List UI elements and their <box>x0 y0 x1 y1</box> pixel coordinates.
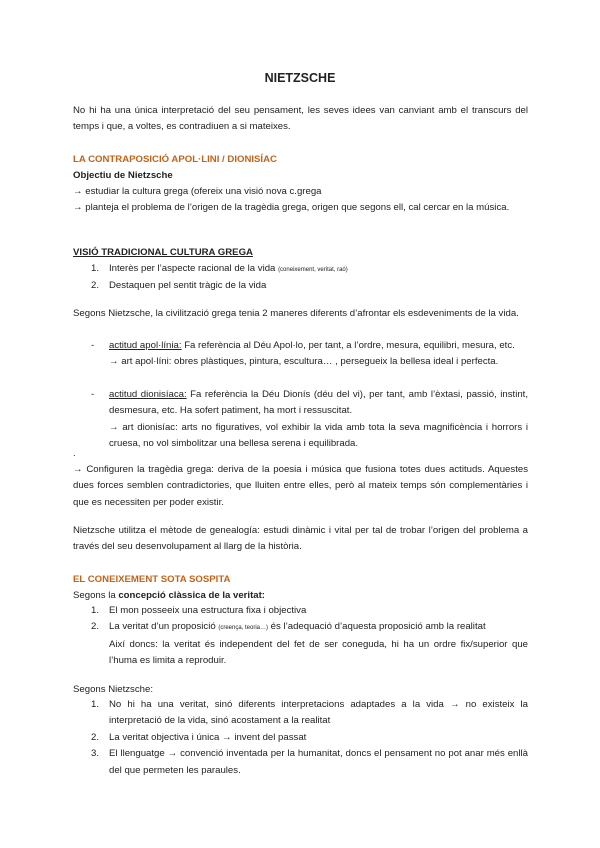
section3-intro: Segons la concepció clàssica de la veritat: <box>73 590 265 601</box>
list-item: 2. La veritat d’un proposició (creença, teoria…) és l’adequació d’aquesta proposició amb la realitat Així doncs: la veritat és independent del fet de ser coneguda, hi ha un ordre fix/superior que l’huma es limita a reproduir. <box>91 621 528 667</box>
dot: . <box>73 448 76 459</box>
dionysian-item: - actitud dionisíaca: Fa referència la Déu Dionís (déu del vi), per tant, amb l’èxtasi, passió, instint, desmesura, etc. Ha sofert patiment, ha mort i ressuscitat. → art dionisíac: arts no figuratives, vol exhibir la vida amb tota la seva magnificència i horrors i cruesa, no vol simbolitzar una bellesa serena i equilibrada. <box>73 387 528 453</box>
classical-truth-list <box>73 603 528 670</box>
section1-subheading: Objectiu de Nietzsche <box>73 170 173 181</box>
section1-heading: LA CONTRAPOSICIÓ APOL·LINI / DIONISÍAC <box>73 154 277 165</box>
section3-heading: EL CONEIXEMENT SOTA SOSPITA <box>73 574 231 585</box>
nietzsche-list <box>73 697 528 779</box>
segons-nietzsche: Segons Nietzsche: <box>73 684 153 695</box>
genealogy-paragraph: Nietzsche utilitza el mètode de genealogía: estudi dinàmic i vital per tal de trobar l’origen del problema a través del seu desenvolupament al llarg de la història. <box>73 525 528 553</box>
list-item: 3. El llenguatge → convenció inventada per la humanitat, doncs el pensament no pot anar més enllà del que permeten les paraules. <box>91 748 528 776</box>
section1-line1: → estudiar la cultura grega (ofereix una visió nova c.grega <box>73 186 322 197</box>
page-title: NIETZSCHE <box>264 71 336 85</box>
section2-heading: VISIÓ TRADICIONAL CULTURA GREGA <box>73 247 253 258</box>
apollonian-item: - actitud apol·línia: Fa referència al Déu Apol·lo, per tant, a l’ordre, mesura, equilibri, mesura, etc. → art apol·líni: obres plàstiques, pintura, escultura… , persegueix la bellesa ideal i perfecta. <box>73 338 528 371</box>
apollonian-arrow: → art apol·líni: obres plàstiques, pintura, escultura… , persegueix la bellesa ideal i perfecta. <box>109 356 499 368</box>
list-item: 1. No hi ha una veritat, sinó diferents interpretacions adaptades a la vida → no existeix la interpretació de la vida, sinó acostament a la realitat <box>91 699 528 727</box>
list-item: 2. Destaquen pel sentit tràgic de la vida <box>91 280 267 292</box>
list-item: 1. El mon posseeix una estructura fixa i objectiva <box>91 605 307 616</box>
dionysian-term: actitud dionisíaca: <box>109 389 187 400</box>
apollonian-term: actitud apol·línia: <box>109 340 182 351</box>
intro-paragraph: No hi ha una única interpretació del seu pensament, les seves idees van canviant amb el transcurs del temps i que, a voltes, es contradiuen a si mateixes. <box>73 105 528 133</box>
list-item: 1. Interès per l’aspecte racional de la vida (coneixement, veritat, raó) <box>91 263 348 274</box>
section2-list <box>73 261 528 295</box>
section1-line2: → planteja el problema de l’origen de la tragèdia grega, origen que segons ell, cal cercar en la música. <box>73 202 510 213</box>
conclusion-paragraph: → Configuren la tragèdia grega: deriva de la poesia i música que fusiona totes dues actituds. Aquestes dues forces semblen contradictories, que lluiten entre elles, però al mateix temps són complementàries i que es necessiten per poder existir. <box>73 464 528 508</box>
section2-paragraph: Segons Nietzsche, la civilització grega tenia 2 maneres diferents d’afrontar els esdeveniments de la vida. <box>73 308 519 319</box>
list-item: 2. La veritat objectiva i única → invent del passat <box>91 731 307 743</box>
dionysian-arrow: → art dionisíac: arts no figuratives, vol exhibir la vida amb tota la seva magnificència i horrors i cruesa, no vol simbolitzar una bellesa serena i equilibrada. <box>109 421 528 450</box>
